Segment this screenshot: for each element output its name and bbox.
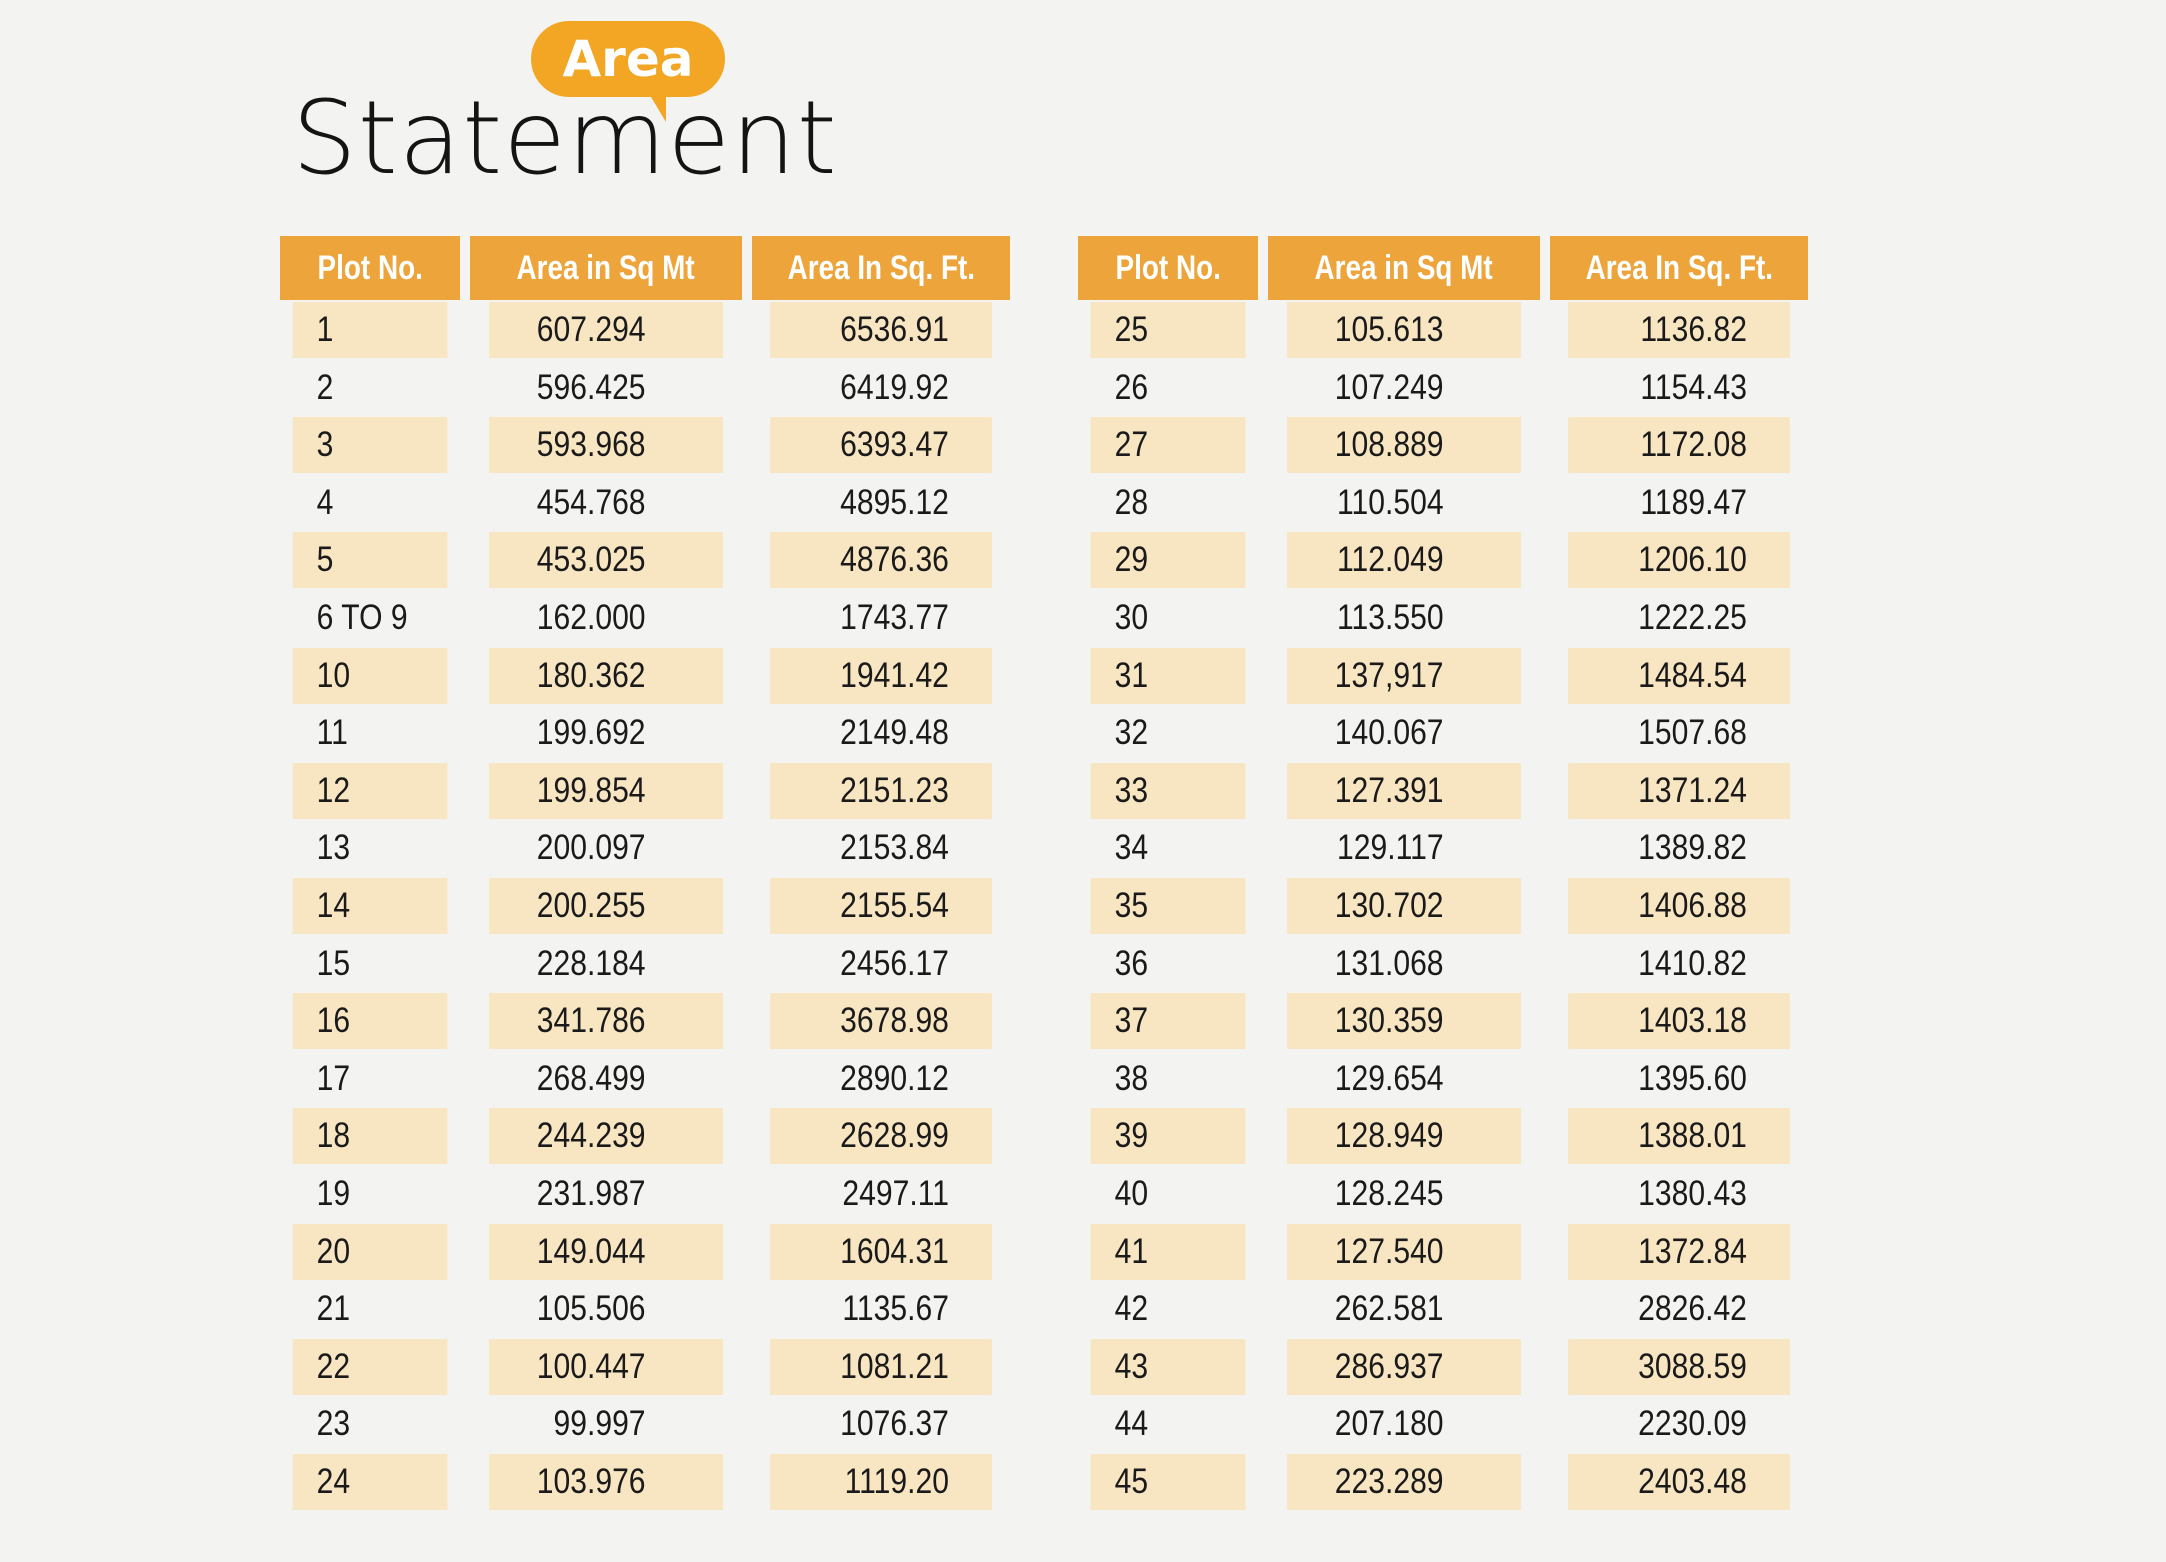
cell-area-sq-mt: 223.289 bbox=[1287, 1454, 1521, 1510]
cell-area-sq-mt: 593.968 bbox=[489, 417, 723, 473]
area-table-right bbox=[1078, 236, 1808, 1511]
table-header-row bbox=[280, 236, 1010, 300]
cell-plot-number: 3 bbox=[293, 417, 448, 473]
table-row bbox=[1078, 1166, 1808, 1222]
column-header-label: Area in Sq Mt bbox=[1314, 248, 1494, 287]
cell-area-sq-mt: 607.294 bbox=[489, 302, 723, 358]
cell-area-sq-ft: 1189.47 bbox=[1640, 482, 1747, 522]
table-row bbox=[1078, 417, 1808, 473]
cell-area-sq-mt: 112.049 bbox=[1287, 532, 1521, 588]
cell-plot-number: 10 bbox=[293, 648, 448, 704]
cell-area-sq-ft: 6419.92 bbox=[840, 367, 949, 407]
table-row bbox=[1078, 360, 1808, 416]
cell-plot-number: 2 bbox=[316, 367, 334, 407]
cell-area-sq-ft: 1119.20 bbox=[770, 1454, 992, 1510]
cell-area-sq-ft: 1604.31 bbox=[770, 1224, 992, 1280]
cell-area-sq-ft: 1389.82 bbox=[1638, 828, 1747, 868]
table-row bbox=[280, 1281, 1010, 1337]
cell-plot-number: 14 bbox=[293, 878, 448, 934]
table-row bbox=[1078, 705, 1808, 761]
cell-plot-number: 26 bbox=[1114, 367, 1149, 407]
cell-plot-number: 19 bbox=[316, 1173, 351, 1213]
cell-area-sq-mt: 199.854 bbox=[489, 763, 723, 819]
column-header-label: Area in Sq Mt bbox=[516, 248, 696, 287]
cell-plot-number: 13 bbox=[316, 828, 351, 868]
cell-plot-number: 20 bbox=[293, 1224, 448, 1280]
table-row bbox=[1078, 1051, 1808, 1107]
cell-plot-number: 6 TO 9 bbox=[316, 597, 408, 637]
cell-area-sq-ft: 6536.91 bbox=[770, 302, 992, 358]
cell-area-sq-mt: 107.249 bbox=[1334, 367, 1444, 407]
column-header-label: Plot No. bbox=[1115, 248, 1221, 287]
cell-plot-number: 41 bbox=[1091, 1224, 1246, 1280]
table-row bbox=[1078, 820, 1808, 876]
cell-plot-number: 1 bbox=[293, 302, 448, 358]
cell-area-sq-ft: 3678.98 bbox=[770, 993, 992, 1049]
cell-area-sq-ft: 1388.01 bbox=[1568, 1108, 1790, 1164]
cell-area-sq-mt: 127.540 bbox=[1287, 1224, 1521, 1280]
column-header-label: Area In Sq. Ft. bbox=[787, 248, 975, 287]
cell-area-sq-mt: 228.184 bbox=[536, 943, 646, 983]
table-row bbox=[280, 590, 1010, 646]
cell-plot-number: 43 bbox=[1091, 1339, 1246, 1395]
table-row bbox=[1078, 1339, 1808, 1395]
cell-plot-number: 39 bbox=[1091, 1108, 1246, 1164]
cell-area-sq-ft: 1206.10 bbox=[1568, 532, 1790, 588]
cell-area-sq-mt: 99.997 bbox=[553, 1404, 646, 1444]
cell-area-sq-mt: 108.889 bbox=[1287, 417, 1521, 473]
table-row bbox=[1078, 993, 1808, 1049]
table-row bbox=[1078, 648, 1808, 704]
cell-area-sq-ft: 2456.17 bbox=[840, 943, 949, 983]
cell-area-sq-mt: 113.550 bbox=[1336, 597, 1444, 637]
cell-plot-number: 27 bbox=[1091, 417, 1246, 473]
cell-area-sq-mt: 454.768 bbox=[536, 482, 646, 522]
cell-plot-number: 11 bbox=[316, 713, 348, 753]
cell-plot-number: 17 bbox=[316, 1058, 351, 1098]
column-header-area-sq-mt bbox=[470, 236, 742, 300]
cell-area-sq-ft: 2890.12 bbox=[840, 1058, 949, 1098]
cell-area-sq-mt: 453.025 bbox=[489, 532, 723, 588]
cell-area-sq-mt: 596.425 bbox=[536, 367, 646, 407]
cell-area-sq-ft: 1507.68 bbox=[1638, 713, 1747, 753]
cell-area-sq-mt: 100.447 bbox=[489, 1339, 723, 1395]
table-row bbox=[280, 1396, 1010, 1452]
cell-area-sq-ft: 2628.99 bbox=[770, 1108, 992, 1164]
cell-area-sq-mt: 140.067 bbox=[1334, 713, 1444, 753]
cell-area-sq-mt: 341.786 bbox=[489, 993, 723, 1049]
column-header-label: Area In Sq. Ft. bbox=[1585, 248, 1773, 287]
table-row bbox=[1078, 1454, 1808, 1510]
area-badge: Area bbox=[531, 21, 725, 97]
cell-plot-number: 16 bbox=[293, 993, 448, 1049]
cell-area-sq-ft: 1941.42 bbox=[770, 648, 992, 704]
cell-plot-number: 12 bbox=[293, 763, 448, 819]
column-header-label: Plot No. bbox=[317, 248, 423, 287]
table-row bbox=[1078, 475, 1808, 531]
table-row bbox=[1078, 878, 1808, 934]
cell-plot-number: 29 bbox=[1091, 532, 1246, 588]
cell-area-sq-mt: 286.937 bbox=[1287, 1339, 1521, 1395]
column-header-area-sq-ft bbox=[1550, 236, 1808, 300]
table-row bbox=[280, 532, 1010, 588]
cell-plot-number: 15 bbox=[316, 943, 351, 983]
cell-plot-number: 23 bbox=[316, 1404, 351, 1444]
table-row bbox=[280, 763, 1010, 819]
cell-area-sq-ft: 2230.09 bbox=[1638, 1404, 1747, 1444]
page-title: Statement bbox=[292, 79, 838, 198]
cell-plot-number: 21 bbox=[316, 1289, 351, 1329]
table-row bbox=[280, 993, 1010, 1049]
cell-plot-number: 36 bbox=[1114, 943, 1149, 983]
table-row bbox=[280, 1224, 1010, 1280]
cell-plot-number: 30 bbox=[1114, 597, 1149, 637]
table-row bbox=[1078, 763, 1808, 819]
table-row bbox=[280, 475, 1010, 531]
cell-area-sq-mt: 128.949 bbox=[1287, 1108, 1521, 1164]
cell-area-sq-mt: 110.504 bbox=[1336, 482, 1444, 522]
cell-area-sq-mt: 268.499 bbox=[536, 1058, 646, 1098]
cell-area-sq-ft: 1372.84 bbox=[1568, 1224, 1790, 1280]
cell-area-sq-mt: 199.692 bbox=[536, 713, 646, 753]
cell-area-sq-mt: 180.362 bbox=[489, 648, 723, 704]
cell-area-sq-ft: 1172.08 bbox=[1568, 417, 1790, 473]
table-row bbox=[280, 1454, 1010, 1510]
cell-plot-number: 40 bbox=[1114, 1173, 1149, 1213]
cell-area-sq-ft: 3088.59 bbox=[1568, 1339, 1790, 1395]
cell-area-sq-ft: 1743.77 bbox=[840, 597, 949, 637]
cell-area-sq-ft: 1154.43 bbox=[1640, 367, 1747, 407]
cell-area-sq-mt: 130.359 bbox=[1287, 993, 1521, 1049]
cell-plot-number: 25 bbox=[1091, 302, 1246, 358]
cell-area-sq-ft: 2155.54 bbox=[770, 878, 992, 934]
cell-area-sq-ft: 2826.42 bbox=[1638, 1289, 1747, 1329]
cell-area-sq-ft: 4895.12 bbox=[840, 482, 949, 522]
cell-area-sq-mt: 105.613 bbox=[1287, 302, 1521, 358]
cell-area-sq-ft: 1371.24 bbox=[1568, 763, 1790, 819]
cell-area-sq-ft: 2497.11 bbox=[842, 1173, 949, 1213]
cell-plot-number: 42 bbox=[1114, 1289, 1149, 1329]
table-row bbox=[1078, 1281, 1808, 1337]
table-row bbox=[280, 302, 1010, 358]
cell-area-sq-ft: 4876.36 bbox=[770, 532, 992, 588]
table-row bbox=[1078, 1224, 1808, 1280]
column-header-plot-number bbox=[280, 236, 460, 300]
cell-plot-number: 5 bbox=[293, 532, 448, 588]
cell-plot-number: 22 bbox=[293, 1339, 448, 1395]
table-row bbox=[280, 936, 1010, 992]
cell-area-sq-ft: 1076.37 bbox=[840, 1404, 949, 1444]
cell-area-sq-ft: 1135.67 bbox=[842, 1289, 949, 1329]
cell-area-sq-mt: 128.245 bbox=[1334, 1173, 1444, 1213]
cell-area-sq-ft: 2149.48 bbox=[840, 713, 949, 753]
table-row bbox=[1078, 590, 1808, 646]
cell-area-sq-mt: 103.976 bbox=[489, 1454, 723, 1510]
cell-area-sq-mt: 129.654 bbox=[1334, 1058, 1444, 1098]
table-header-row bbox=[1078, 236, 1808, 300]
cell-area-sq-ft: 1380.43 bbox=[1638, 1173, 1747, 1213]
cell-plot-number: 37 bbox=[1091, 993, 1246, 1049]
cell-area-sq-mt: 200.097 bbox=[536, 828, 646, 868]
cell-plot-number: 35 bbox=[1091, 878, 1246, 934]
cell-plot-number: 45 bbox=[1091, 1454, 1246, 1510]
table-row bbox=[280, 1339, 1010, 1395]
column-header-area-sq-mt bbox=[1268, 236, 1540, 300]
table-row bbox=[1078, 1396, 1808, 1452]
cell-area-sq-ft: 6393.47 bbox=[770, 417, 992, 473]
table-row bbox=[280, 1051, 1010, 1107]
cell-area-sq-mt: 130.702 bbox=[1287, 878, 1521, 934]
column-header-plot-number bbox=[1078, 236, 1258, 300]
table-row bbox=[280, 417, 1010, 473]
area-table-left bbox=[280, 236, 1010, 1511]
table-row bbox=[280, 360, 1010, 416]
table-row bbox=[1078, 936, 1808, 992]
cell-plot-number: 38 bbox=[1114, 1058, 1149, 1098]
cell-area-sq-mt: 149.044 bbox=[489, 1224, 723, 1280]
table-row bbox=[280, 820, 1010, 876]
cell-area-sq-mt: 207.180 bbox=[1334, 1404, 1444, 1444]
table-row bbox=[1078, 532, 1808, 588]
cell-area-sq-mt: 162.000 bbox=[536, 597, 646, 637]
cell-area-sq-mt: 231.987 bbox=[536, 1173, 646, 1213]
cell-plot-number: 24 bbox=[293, 1454, 448, 1510]
cell-area-sq-mt: 131.068 bbox=[1334, 943, 1444, 983]
cell-plot-number: 44 bbox=[1114, 1404, 1149, 1444]
cell-area-sq-ft: 1410.82 bbox=[1638, 943, 1747, 983]
table-row bbox=[280, 878, 1010, 934]
cell-area-sq-ft: 2403.48 bbox=[1568, 1454, 1790, 1510]
cell-area-sq-ft: 1406.88 bbox=[1568, 878, 1790, 934]
cell-plot-number: 34 bbox=[1114, 828, 1149, 868]
cell-area-sq-mt: 200.255 bbox=[489, 878, 723, 934]
cell-area-sq-ft: 1222.25 bbox=[1638, 597, 1747, 637]
cell-area-sq-ft: 1403.18 bbox=[1568, 993, 1790, 1049]
cell-area-sq-mt: 129.117 bbox=[1336, 828, 1444, 868]
table-row bbox=[280, 1108, 1010, 1164]
cell-area-sq-mt: 137,917 bbox=[1287, 648, 1521, 704]
cell-area-sq-ft: 1081.21 bbox=[770, 1339, 992, 1395]
cell-area-sq-ft: 1395.60 bbox=[1638, 1058, 1747, 1098]
table-row bbox=[280, 1166, 1010, 1222]
table-row bbox=[280, 648, 1010, 704]
cell-area-sq-ft: 1484.54 bbox=[1568, 648, 1790, 704]
cell-area-sq-ft: 2151.23 bbox=[770, 763, 992, 819]
table-row bbox=[280, 705, 1010, 761]
cell-area-sq-mt: 262.581 bbox=[1334, 1289, 1444, 1329]
table-row bbox=[1078, 1108, 1808, 1164]
column-header-area-sq-ft bbox=[752, 236, 1010, 300]
cell-plot-number: 32 bbox=[1114, 713, 1149, 753]
cell-plot-number: 4 bbox=[316, 482, 334, 522]
cell-plot-number: 28 bbox=[1114, 482, 1149, 522]
table-row bbox=[1078, 302, 1808, 358]
cell-area-sq-mt: 105.506 bbox=[536, 1289, 646, 1329]
cell-area-sq-ft: 2153.84 bbox=[840, 828, 949, 868]
cell-area-sq-ft: 1136.82 bbox=[1568, 302, 1790, 358]
cell-plot-number: 18 bbox=[293, 1108, 448, 1164]
cell-plot-number: 33 bbox=[1091, 763, 1246, 819]
cell-area-sq-mt: 127.391 bbox=[1287, 763, 1521, 819]
cell-plot-number: 31 bbox=[1091, 648, 1246, 704]
cell-area-sq-mt: 244.239 bbox=[489, 1108, 723, 1164]
